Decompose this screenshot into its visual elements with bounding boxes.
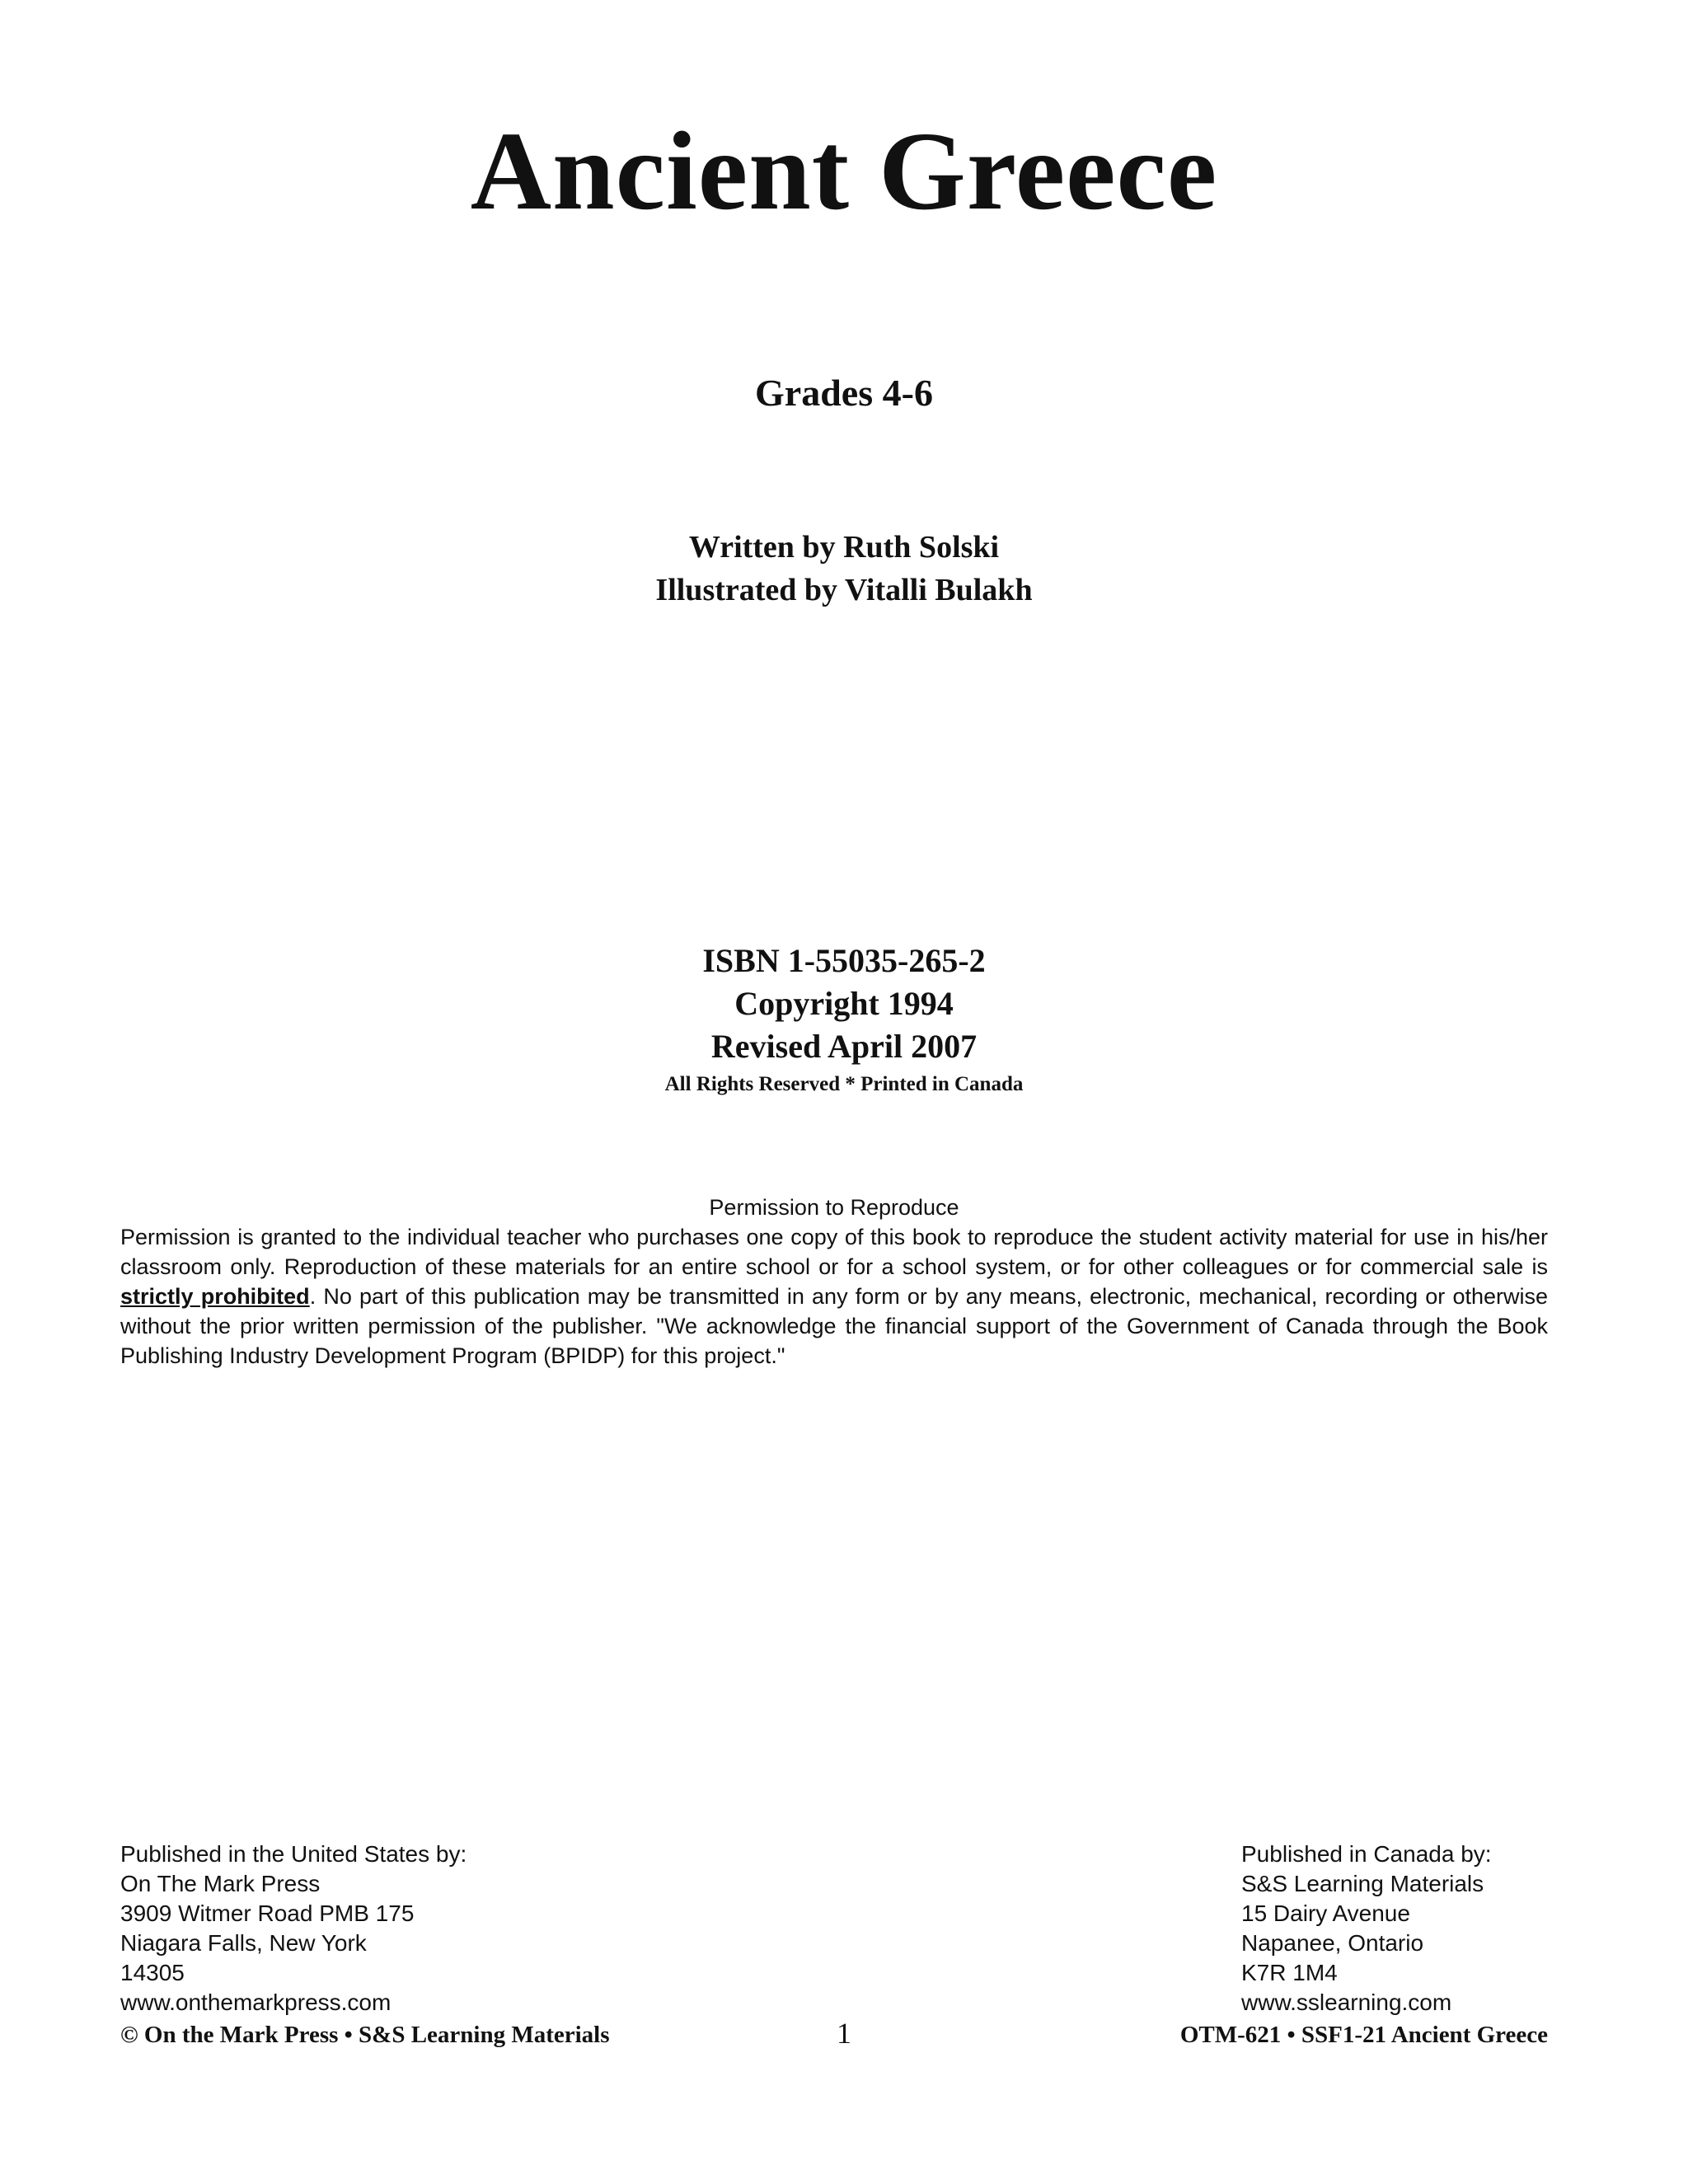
rights-notice: All Rights Reserved * Printed in Canada — [664, 1073, 1024, 1095]
us-publisher-address — [120, 1840, 467, 2018]
permission-section — [120, 1193, 1548, 1371]
footer-copyright: © On the Mark Press • S&S Learning Materials — [120, 2022, 610, 2048]
revision-date: Revised April 2007 — [710, 1028, 978, 1065]
canada-publisher-address — [1241, 1840, 1492, 2018]
us-publisher-name: On The Mark Press — [120, 1871, 321, 1896]
author-line: Written by Ruth Solski — [688, 530, 1000, 565]
permission-text — [120, 1222, 1548, 1371]
illustrator-line: Illustrated by Vitalli Bulakh — [655, 573, 1033, 607]
ca-publisher-street: 15 Dairy Avenue — [1241, 1900, 1410, 1926]
us-publisher-website[interactable]: www.onthemarkpress.com — [120, 1990, 392, 2015]
publication-info — [0, 940, 1688, 1068]
ca-publisher-city: Napanee, Ontario — [1241, 1930, 1424, 1956]
grade-level: Grades 4-6 — [755, 372, 933, 414]
us-publisher-city: Niagara Falls, New York — [120, 1930, 367, 1956]
ca-publisher-website[interactable]: www.sslearning.com — [1241, 1990, 1452, 2015]
page-number: 1 — [837, 2017, 851, 2050]
permission-text-start: Permission is granted to the individual teacher who purchases one copy of this book to reproduce the student activity material for use in his/her classroom only. Reproduction of these materials for an entire school or for a school system, or for other colleagues or for commercial sale is — [120, 1225, 1548, 1279]
ca-publisher-postal: K7R 1M4 — [1241, 1960, 1338, 1985]
strictly-prohibited-emphasis: strictly prohibited — [120, 1284, 310, 1309]
book-title: Ancient Greece — [470, 110, 1218, 233]
isbn: ISBN 1-55035-265-2 — [702, 942, 986, 979]
us-publisher-street: 3909 Witmer Road PMB 175 — [120, 1900, 415, 1926]
credits — [0, 526, 1688, 612]
permission-heading: Permission to Reproduce — [709, 1195, 959, 1220]
us-publisher-zip: 14305 — [120, 1960, 185, 1985]
footer-product-code: OTM-621 • SSF1-21 Ancient Greece — [1179, 2022, 1548, 2048]
ca-publisher-heading: Published in Canada by: — [1241, 1841, 1492, 1867]
us-publisher-heading: Published in the United States by: — [120, 1841, 467, 1867]
permission-text-end: . No part of this publication may be transmitted in any form or by any means, electronic, mechanical, recording or otherwise without the prior written permission of the publisher. "We acknowledge the financial support of the Government of Canada through the Book Publishing Industry Development Program (BPIDP) for this project." — [120, 1284, 1548, 1368]
copyright: Copyright 1994 — [734, 985, 954, 1022]
ca-publisher-name: S&S Learning Materials — [1241, 1871, 1484, 1896]
